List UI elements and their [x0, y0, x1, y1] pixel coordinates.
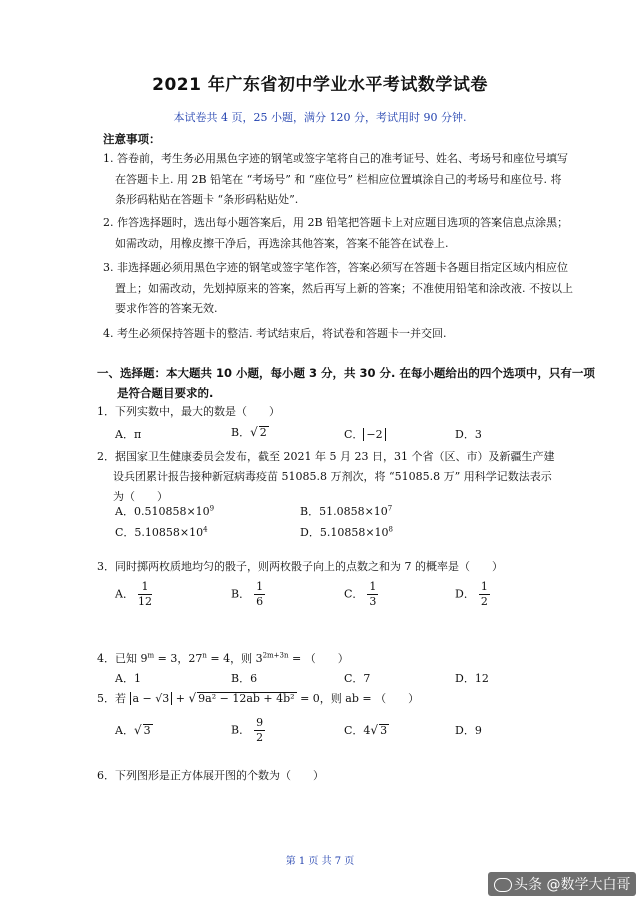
q1-option-d: D．3 — [455, 428, 482, 441]
q4-option-c: C．7 — [344, 672, 371, 685]
q1-option-b: B．√ 2 — [231, 425, 267, 439]
q2-option-d: D．$5.10858\times 10^8$ — [300, 525, 393, 539]
q1-option-a: A．π — [115, 428, 142, 441]
q5-option-d: D．9 — [455, 724, 482, 737]
q4-option-b: B．6 — [231, 672, 258, 685]
q2-option-c: C．$5.10858\times 10^4$ — [115, 525, 208, 539]
q5-option-c: C．4√ 3 — [344, 723, 388, 737]
q4-option-d: D．12 — [455, 672, 489, 685]
notice-item-3: 3. 非选择题必须用黑色字迹的钢笔或签字笔作答，答案必须写在答题卡各题目指定区域内相应位 置上；如需改动，先划掉原来的答案，然后再写上新的答案；不准使用铅笔和涂改液. 不按以上 要求作答的答案无效. — [103, 261, 573, 315]
notice-item-1: 1. 答卷前，考生务必用黑色字迹的钢笔或签字笔将自己的准考证号、姓名、考场号和座位号填写 在答题卡上. 用 2B 铅笔在 “考场号” 和 “座位号” 栏相应位置填涂自己的考场号和座位号. 将 条形码粘贴在答题卡 “条形码粘贴处”. — [103, 152, 568, 206]
question-5-stem: 5．若 a − √3 + √ 9a² − 12ab + 4b² = 0，则 ab = （ ） — [97, 691, 420, 705]
page-title: 2021 年广东省初中学业水平考试数学试卷 — [152, 75, 488, 95]
q5-option-b: B． $\frac{9}{2}$ — [231, 716, 264, 744]
q2-option-b: B．$51.0858\times 10^7$ — [300, 504, 393, 518]
page-number: 第 1 页 共 7 页 — [285, 856, 355, 867]
question-1-stem: 1．下列实数中，最大的数是（ ） — [97, 405, 280, 418]
notice-item-2: 2. 作答选择题时，选出每小题答案后，用 2B 铅笔把答题卡上对应题目选项的答案信息点涂黑； 如需改动，用橡皮擦干净后，再选涂其他答案，答案不能答在试卷上. — [103, 216, 569, 250]
section-heading: 一、选择题：本大题共 10 小题，每小题 3 分，共 30 分. 在每小题给出的四个选项中，只有一项 是符合题目要求的. — [97, 366, 595, 400]
exam-info: 本试卷共 4 页，25 小题，满分 120 分，考试用时 90 分钟. — [173, 111, 467, 124]
q4-option-a: A．1 — [115, 672, 141, 685]
q2-option-a: A．$0.510858\times 10^9$ — [115, 504, 215, 518]
watermark: 头条 @数学大白哥 — [488, 872, 636, 896]
question-4-stem: 4．已知 $9^m = 3$，$27^n = 4$，则 $3^{2m+3n}$ = （ ） — [97, 651, 349, 665]
question-6-stem: 6．下列图形是正方体展开图的个数为（ ） — [97, 769, 324, 782]
q1-option-c: C． −2 — [344, 426, 386, 442]
q3-option-d: D． $\frac{1}{2}$ — [455, 580, 488, 608]
q3-option-b: B． $\frac{1}{6}$ — [231, 580, 264, 608]
question-2-stem: 2．据国家卫生健康委员会发布，截至 2021 年 5 月 23 日，31 个省（区、市）及新疆生产建 设兵团累计报告接种新冠病毒疫苗 51085.8 万剂次，将 “51085.8 万” 用科学记数法表示 为（ ） — [97, 450, 555, 503]
q5-option-a: A．√ 3 — [115, 723, 151, 737]
question-3-stem: 3．同时掷两枚质地均匀的骰子，则两枚骰子向上的点数之和为 7 的概率是（ ） — [97, 560, 503, 573]
q3-option-a: A． $\frac{1}{12}$ — [115, 580, 152, 608]
notice-item-4: 4. 考生必须保持答题卡的整洁. 考试结束后，将试卷和答题卡一并交回. — [103, 327, 447, 340]
camera-icon — [494, 878, 512, 892]
notice-heading: 注意事项： — [103, 132, 161, 146]
q3-option-c: C． $\frac{1}{3}$ — [344, 580, 377, 608]
